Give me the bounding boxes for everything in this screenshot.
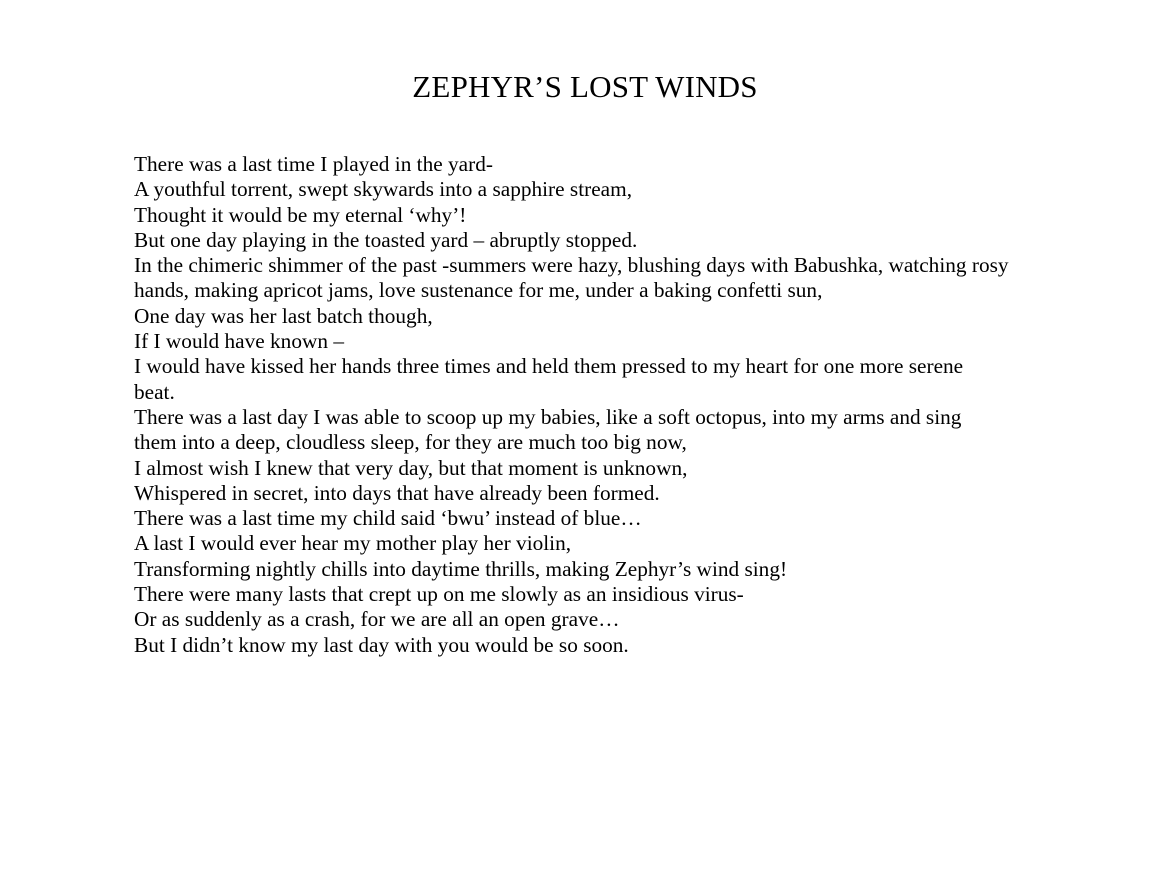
poem-line: If I would have known – xyxy=(134,329,344,354)
poem-line: Or as suddenly as a crash, for we are all an open grave… xyxy=(134,607,620,632)
poem-title: ZEPHYR’S LOST WINDS xyxy=(412,69,758,104)
poem-line: There was a last time I played in the yard- xyxy=(134,152,493,176)
poem-line: But I didn’t know my last day with you would be so soon. xyxy=(134,632,629,657)
poem-line: Transforming nightly chills into daytime thrills, making Zephyr’s wind sing! xyxy=(134,556,788,581)
poem-line: But one day playing in the toasted yard – abruptly stopped. xyxy=(134,227,638,252)
poem-line: A last I would ever hear my mother play her violin, xyxy=(134,531,572,556)
poem-line: Thought it would be my eternal ‘why’! xyxy=(134,202,467,227)
poem-body xyxy=(134,152,1009,658)
poem-line: I almost wish I knew that very day, but that moment is unknown, xyxy=(134,455,688,480)
poem-line: There was a last day I was able to scoop up my babies, like a soft octopus, into my arms and sing them into a deep, cloudless sleep, for they are much too big now, xyxy=(134,404,962,455)
poem-line: There were many lasts that crept up on me slowly as an insidious virus- xyxy=(134,582,744,607)
poem-line: In the chimeric shimmer of the past -summers were hazy, blushing days with Babushka, watching rosy hands, making apricot jams, love sustenance for me, under a baking confetti sun, xyxy=(134,253,1009,303)
poem-line: Whispered in secret, into days that have already been formed. xyxy=(134,480,660,505)
poem-line: One day was her last batch though, xyxy=(134,303,433,328)
poem-line: A youthful torrent, swept skywards into a sapphire stream, xyxy=(134,177,633,202)
poem-line: I would have kissed her hands three times and held them pressed to my heart for one more serene beat. xyxy=(134,354,964,404)
poem-line: There was a last time my child said ‘bwu’ instead of blue… xyxy=(134,506,642,531)
